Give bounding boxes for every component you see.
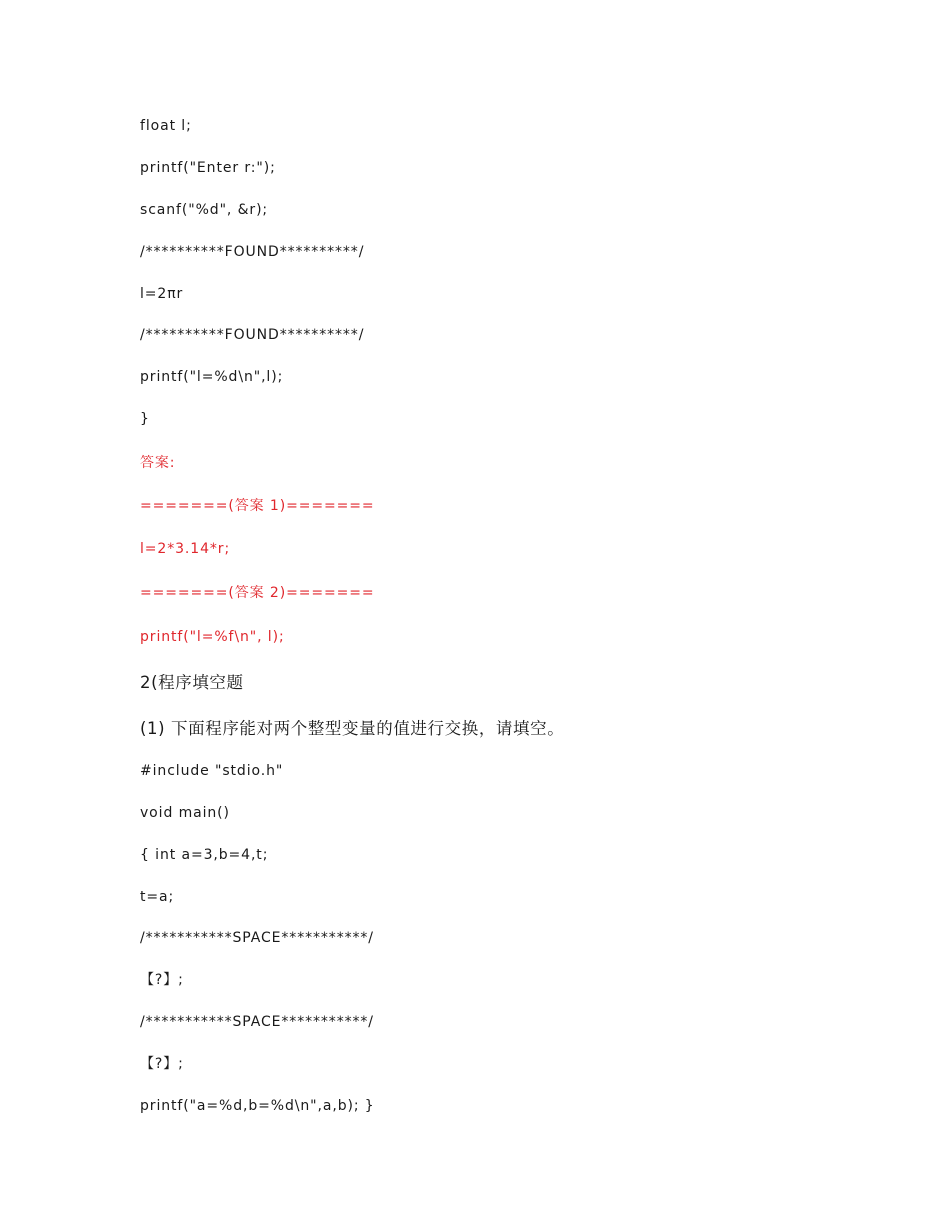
code-line-scanf: scanf("%d", &r); (140, 202, 269, 218)
question-text: (1) 下面程序能对两个整型变量的值进行交换，请填空。 (140, 719, 565, 738)
section-heading: 2(程序填空题 (140, 673, 244, 692)
code-line-printf-result: printf("l=%d\n",l); (140, 369, 284, 385)
answer-heading: 答案: (140, 455, 176, 471)
answer-1-divider: =======(答案 1)======= (140, 498, 375, 514)
code-line-printf-swap: printf("a=%d,b=%d\n",a,b); } (140, 1098, 375, 1114)
space-marker-2: /***********SPACE***********/ (140, 1014, 374, 1030)
blank-placeholder-1: 【?】; (140, 972, 184, 988)
found-marker-2: /**********FOUND**********/ (140, 327, 365, 343)
code-line-closing-brace: } (140, 411, 150, 427)
space-marker-1: /***********SPACE***********/ (140, 930, 374, 946)
code-line-printf-enter: printf("Enter r:"); (140, 160, 276, 176)
answer-1-code: l=2*3.14*r; (140, 541, 231, 557)
code-line-assign: t=a; (140, 889, 175, 905)
code-line-main: void main() (140, 805, 230, 821)
found-marker-1: /**********FOUND**********/ (140, 244, 365, 260)
code-line-formula: l=2πr (140, 286, 184, 302)
code-line-float-decl: float l; (140, 118, 192, 134)
answer-2-divider: =======(答案 2)======= (140, 585, 375, 601)
answer-2-code: printf("l=%f\n", l); (140, 629, 285, 645)
code-line-include: #include "stdio.h" (140, 763, 284, 779)
code-line-int-decl: { int a=3,b=4,t; (140, 847, 269, 863)
blank-placeholder-2: 【?】; (140, 1056, 184, 1072)
